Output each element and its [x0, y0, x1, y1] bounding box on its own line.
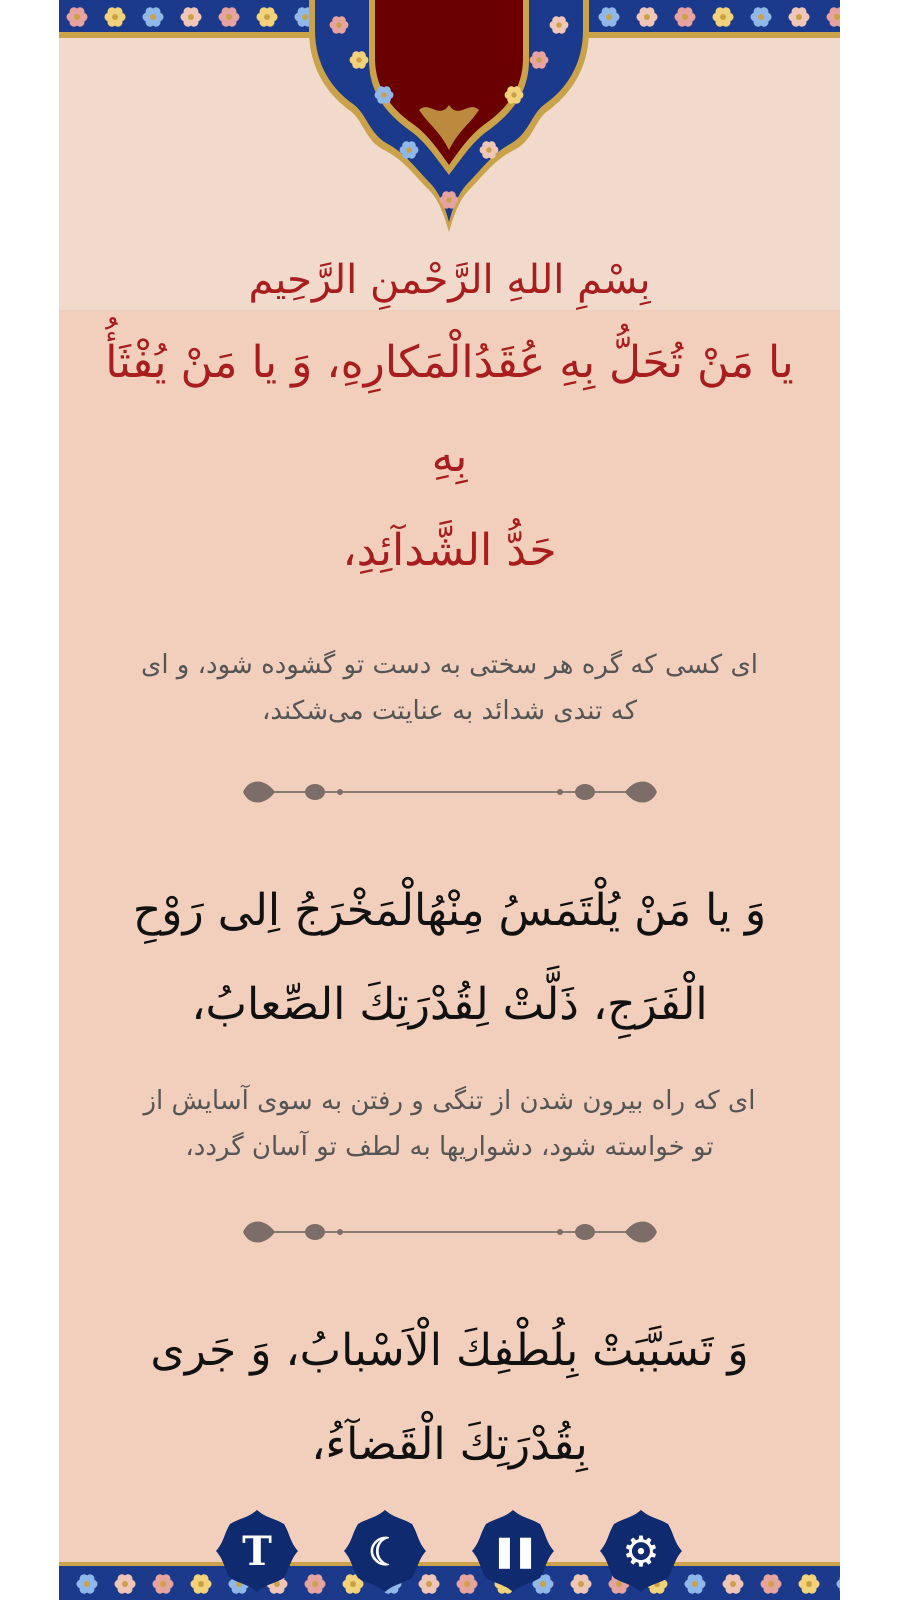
verse-3-arabic-line-2: بِقُدْرَتِكَ الْقَضآءُ، [311, 1419, 588, 1470]
partially-visible-translation [59, 1462, 840, 1492]
verse-1-translation-line-1: ای کسی که گره هر سختی به دست تو گشوده شود، و ای [140, 650, 759, 680]
section-divider [235, 772, 665, 812]
verse-2-translation-line-1: ای که راه بیرون شدن از تنگی و رفتن به سوی آسایش از [143, 1086, 756, 1116]
settings-button[interactable] [598, 1508, 684, 1594]
verse-1-arabic-line-1: یا مَنْ تُحَلُّ بِهِ عُقَدُالْمَكارِهِ، وَ یا مَنْ یُفْثَأُ بِهِ [105, 337, 794, 482]
pause-icon: ❚❚ [491, 1533, 535, 1569]
pause-button[interactable] [470, 1508, 556, 1594]
prayer-page [59, 0, 840, 1600]
verse-2-translation-line-2: تو خواسته شود، دشواریها به لطف تو آسان گردد، [185, 1132, 714, 1162]
player-controls [59, 1508, 840, 1596]
verse-2-arabic-line-2: الْفَرَجِ، ذَلَّتْ لِقُدْرَتِكَ الصِّعابُ، [191, 979, 708, 1030]
top-medallion-ornament [299, 0, 599, 235]
moon-icon: ☾ [367, 1528, 403, 1574]
text-size-button[interactable] [214, 1508, 300, 1594]
gear-icon: ⚙ [622, 1526, 660, 1576]
prayer-content [59, 250, 840, 1492]
section-divider [235, 1212, 665, 1252]
text-t-icon: T [242, 1527, 272, 1575]
verse-1-translation-line-2: که تندی شدائد به عنایتت می‌شکند، [262, 696, 637, 726]
bismillah-heading: بِسْمِ اللهِ الرَّحْمنِ الرَّحِيم [248, 257, 651, 303]
verse-2-arabic-line-1: وَ یا مَنْ یُلْتَمَسُ مِنْهُالْمَخْرَجُ اِلی رَوْحِ [132, 885, 767, 936]
verse-1-arabic-line-2: حَدُّ الشَّدآئِدِ، [342, 525, 557, 576]
night-mode-button[interactable] [342, 1508, 428, 1594]
verse-3-arabic-line-1: وَ تَسَبَّبَتْ بِلُطْفِكَ الْاَسْبابُ، وَ جَری [150, 1325, 749, 1376]
